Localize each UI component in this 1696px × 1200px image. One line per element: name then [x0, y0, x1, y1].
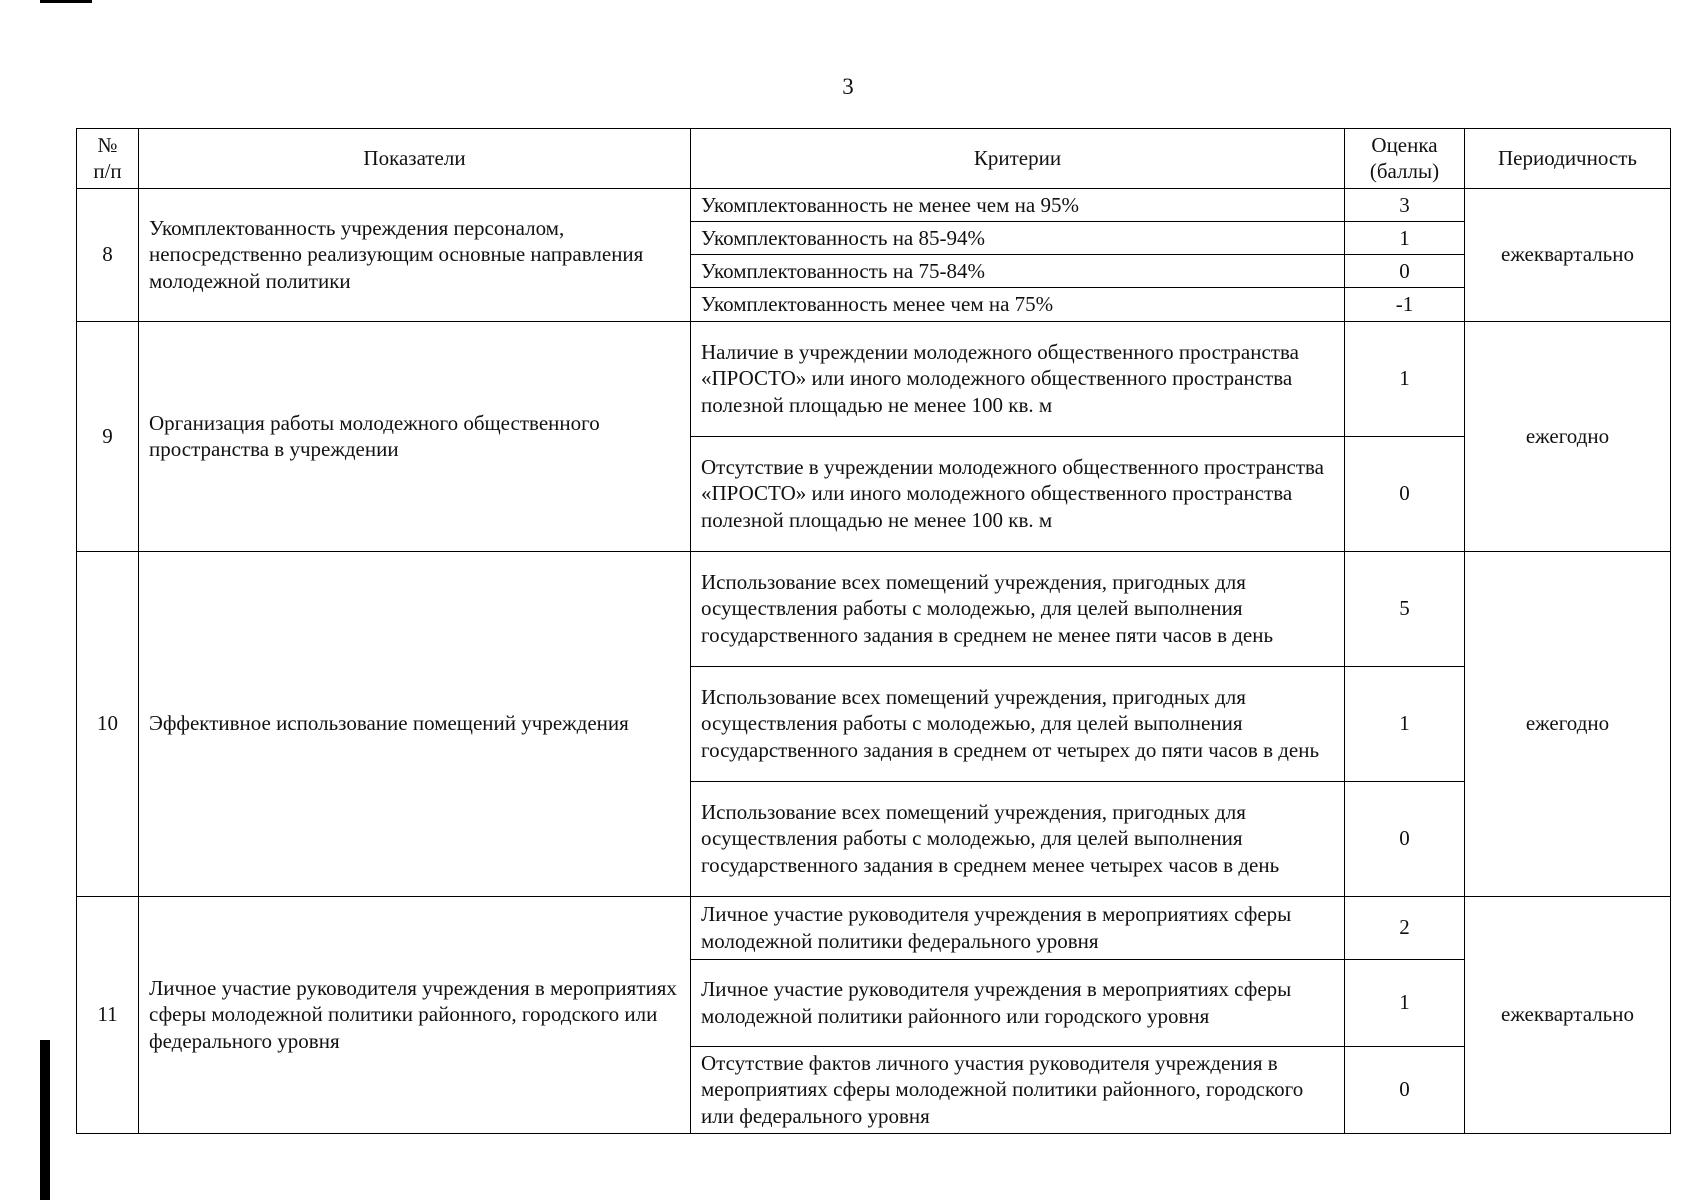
criterion-cell: Использование всех помещений учреждения, пригодных для осуществления работы с молодежью, для целей выполнения государственного задания в среднем от четырех до пяти часов в день [691, 666, 1345, 781]
score-cell: 0 [1345, 255, 1465, 288]
score-cell: 0 [1345, 436, 1465, 551]
criterion-cell: Отсутствие в учреждении молодежного общественного пространства «ПРОСТО» или иного молодежного общественного пространства полезной площадью не менее 100 кв. м [691, 436, 1345, 551]
periodicity-cell: ежеквартально [1465, 896, 1671, 1133]
scan-edge-mark-top [40, 0, 92, 3]
indicator-cell: Организация работы молодежного общественного пространства в учреждении [139, 321, 691, 551]
row-number: 10 [77, 551, 139, 896]
criterion-cell: Личное участие руководителя учреждения в мероприятиях сферы молодежной политики районного или городского уровня [691, 959, 1345, 1046]
row-number: 8 [77, 188, 139, 321]
periodicity-cell: ежеквартально [1465, 188, 1671, 321]
scan-edge-mark-left [40, 1040, 50, 1200]
header-criteria: Критерии [691, 129, 1345, 189]
score-cell: 0 [1345, 1046, 1465, 1133]
table-row [77, 321, 1671, 436]
criterion-cell: Личное участие руководителя учреждения в мероприятиях сферы молодежной политики федерального уровня [691, 896, 1345, 959]
criteria-table [76, 128, 1671, 1134]
criterion-cell: Укомплектованность не менее чем на 95% [691, 188, 1345, 221]
score-cell: 1 [1345, 959, 1465, 1046]
score-cell: 5 [1345, 551, 1465, 666]
header-periodicity: Периодичность [1465, 129, 1671, 189]
criterion-cell: Наличие в учреждении молодежного общественного пространства «ПРОСТО» или иного молодежного общественного пространства полезной площадью не менее 100 кв. м [691, 321, 1345, 436]
criterion-cell: Укомплектованность на 85-94% [691, 221, 1345, 254]
score-cell: 0 [1345, 781, 1465, 896]
criterion-cell: Отсутствие фактов личного участия руководителя учреждения в мероприятиях сферы молодежной политики районного, городского или федерального уровня [691, 1046, 1345, 1133]
score-cell: 1 [1345, 666, 1465, 781]
page-number: 3 [842, 74, 854, 99]
score-cell: 3 [1345, 188, 1465, 221]
score-cell: 2 [1345, 896, 1465, 959]
periodicity-cell: ежегодно [1465, 321, 1671, 551]
criterion-cell: Использование всех помещений учреждения, пригодных для осуществления работы с молодежью, для целей выполнения государственного задания в среднем не менее пяти часов в день [691, 551, 1345, 666]
periodicity-cell: ежегодно [1465, 551, 1671, 896]
row-number: 11 [77, 896, 139, 1133]
score-cell: 1 [1345, 321, 1465, 436]
score-cell: 1 [1345, 221, 1465, 254]
indicator-cell: Личное участие руководителя учреждения в мероприятиях сферы молодежной политики районного, городского или федерального уровня [139, 896, 691, 1133]
table-row [77, 188, 1671, 221]
header-score: Оценка (баллы) [1345, 129, 1465, 189]
header-indicators: Показатели [139, 129, 691, 189]
criterion-cell: Использование всех помещений учреждения, пригодных для осуществления работы с молодежью, для целей выполнения государственного задания в среднем менее четырех часов в день [691, 781, 1345, 896]
header-num: № п/п [77, 129, 139, 189]
row-number: 9 [77, 321, 139, 551]
table-header-row [77, 129, 1671, 189]
table-row [77, 551, 1671, 666]
indicator-cell: Укомплектованность учреждения персоналом, непосредственно реализующим основные направления молодежной политики [139, 188, 691, 321]
criterion-cell: Укомплектованность менее чем на 75% [691, 288, 1345, 321]
indicator-cell: Эффективное использование помещений учреждения [139, 551, 691, 896]
score-cell: -1 [1345, 288, 1465, 321]
criterion-cell: Укомплектованность на 75-84% [691, 255, 1345, 288]
table-row [77, 896, 1671, 959]
